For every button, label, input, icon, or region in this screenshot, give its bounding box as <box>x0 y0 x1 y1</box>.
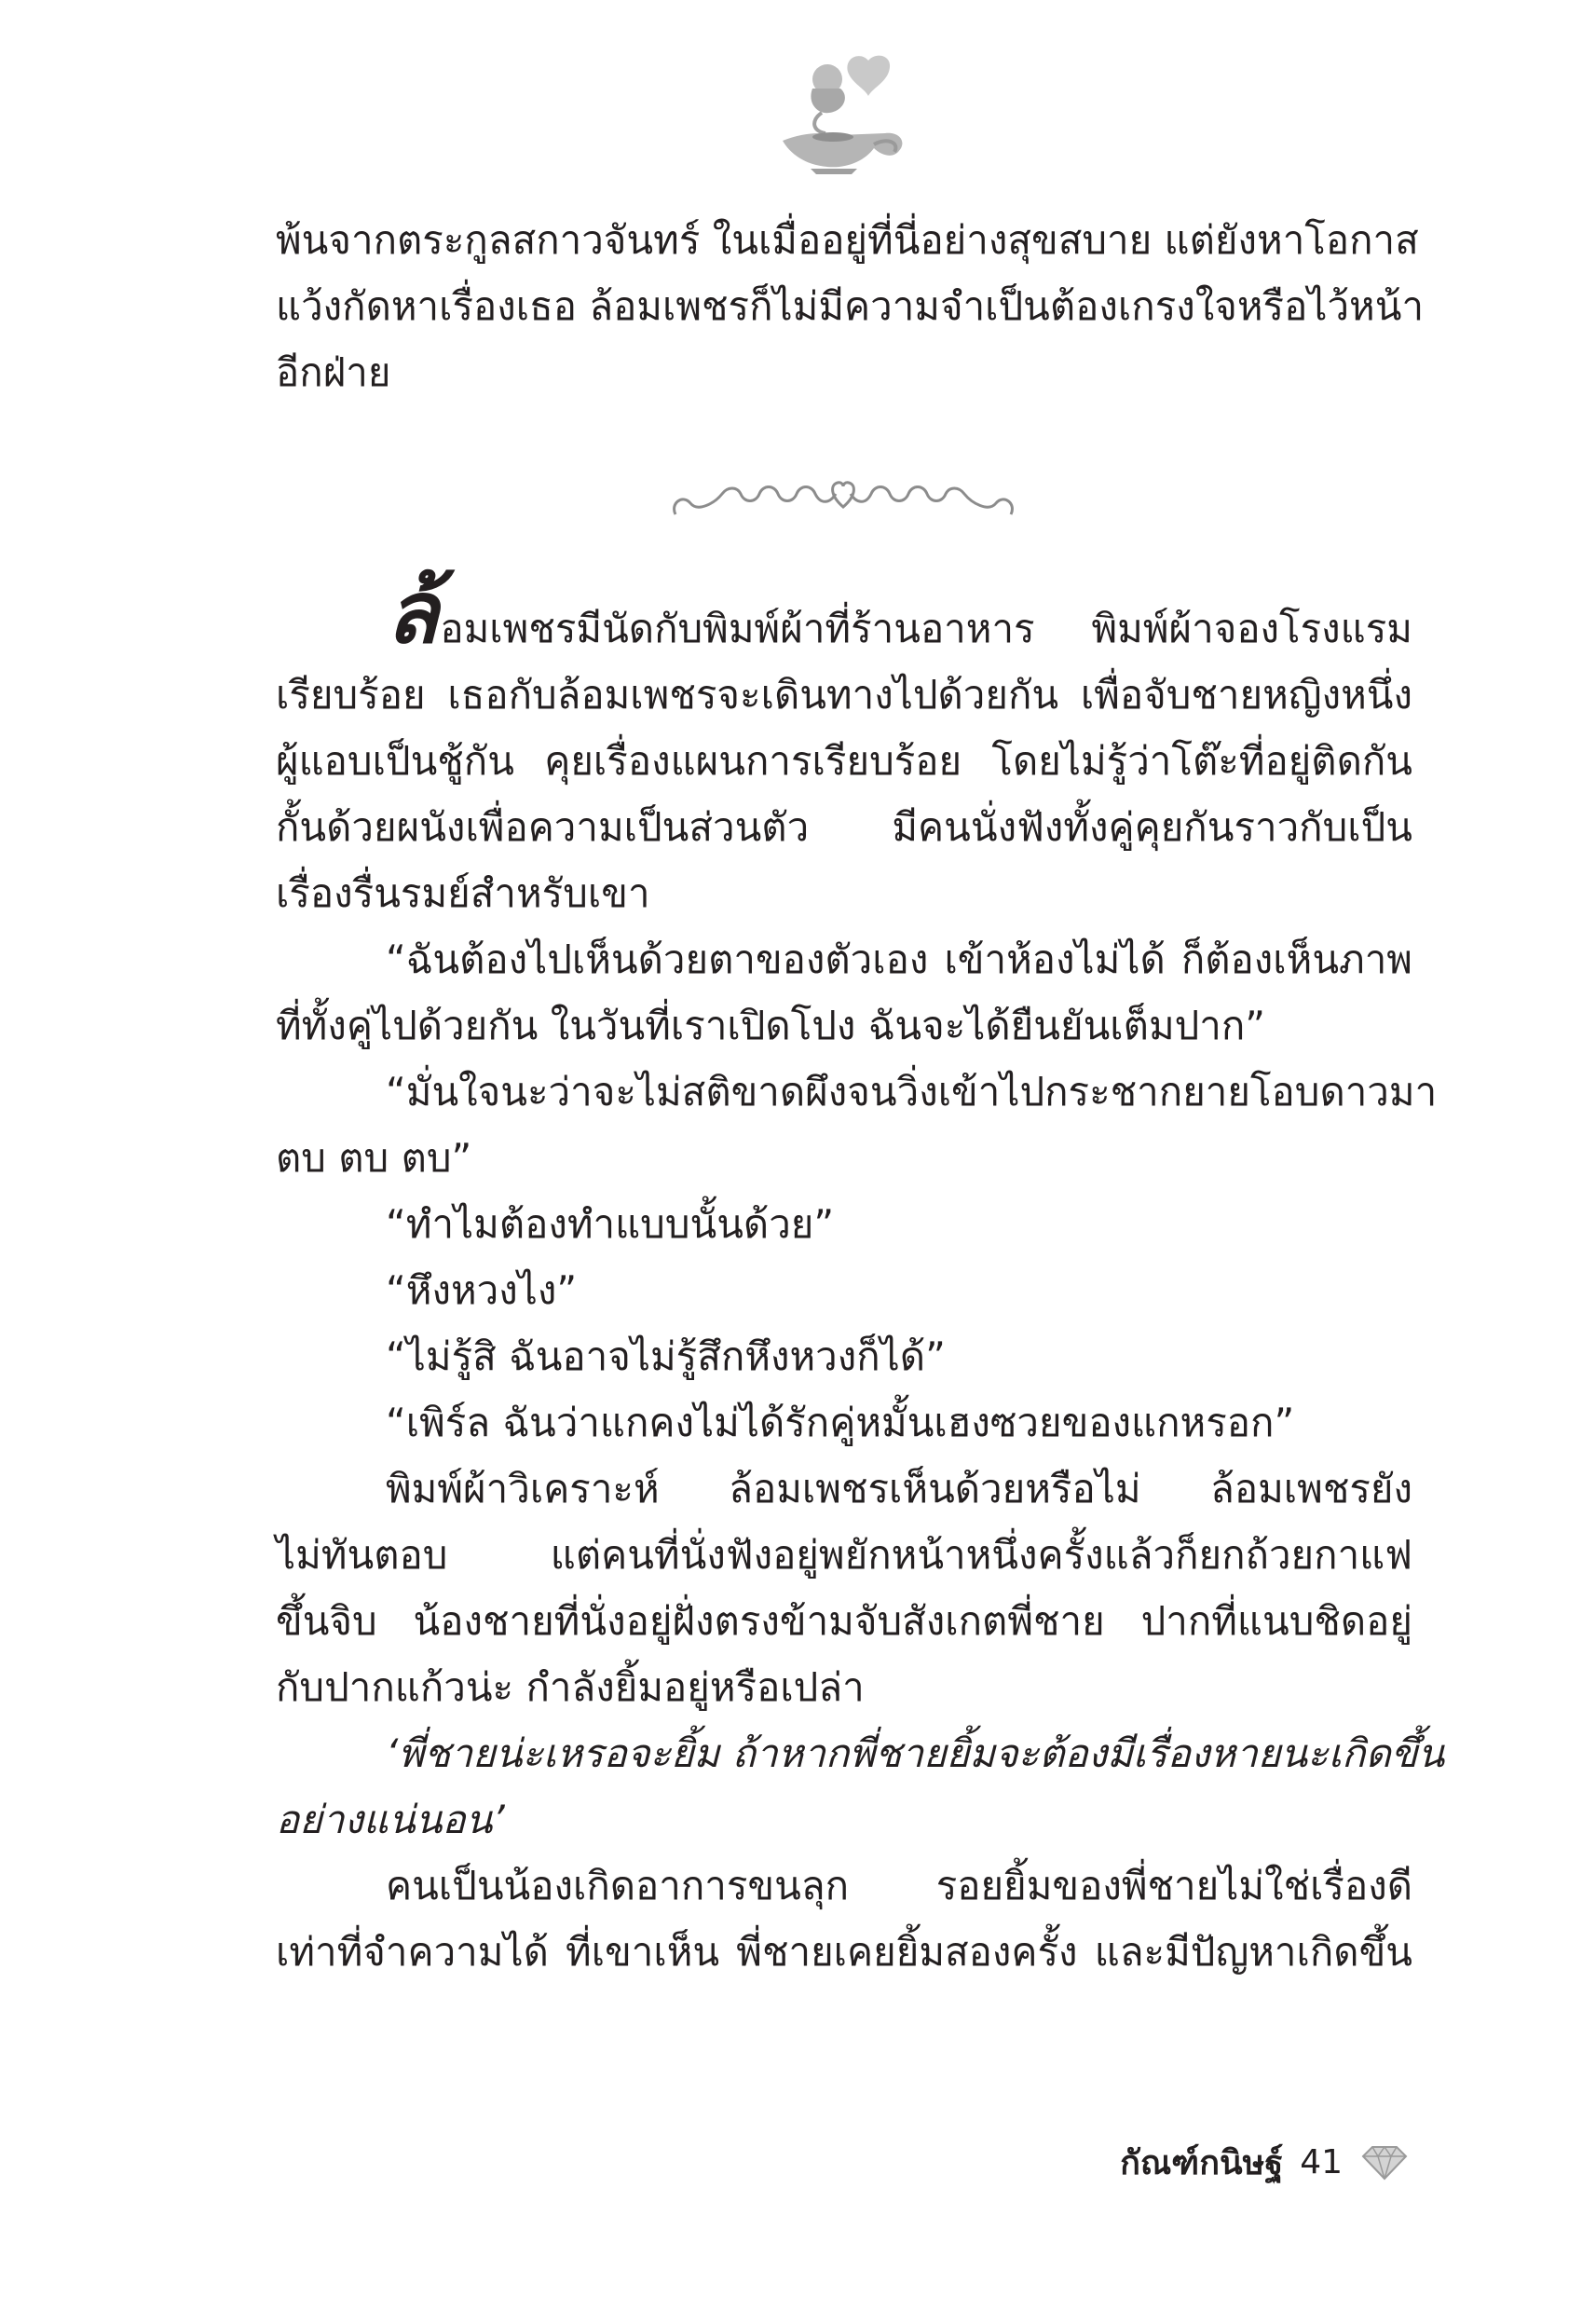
genie-lamp-ornament <box>764 51 913 182</box>
narration-line: ขึ้นจิบ น้องชายที่นั่งอยู่ฝั่งตรงข้ามจับสังเกตพี่ชาย ปากที่แนบชิดอยู่ <box>276 1598 1412 1644</box>
dialogue-line: ตบ ตบ ตบ” <box>276 1135 472 1181</box>
dialogue-line: ที่ทั้งคู่ไปด้วยกัน ในวันที่เราเปิดโปง ฉันจะได้ยืนยันเต็มปาก” <box>276 1003 1266 1048</box>
dialogue-line: “หึงหวงไง” <box>386 1267 578 1313</box>
text-line-with-dropcap <box>276 563 1412 663</box>
thought-line: ‘พี่ชายน่ะเหรอจะยิ้ม ถ้าหากพี่ชายยิ้มจะต้องมีเรื่องหายนะเกิดขึ้น <box>386 1730 1445 1776</box>
text-line: ผู้แอบเป็นชู้กัน คุยเรื่องแผนการเรียบร้อย โดยไม่รู้ว่าโต๊ะที่อยู่ติดกัน <box>276 738 1412 784</box>
narration-line: คนเป็นน้องเกิดอาการขนลุก รอยยิ้มของพี่ชายไม่ใช่เรื่องดี <box>386 1863 1412 1908</box>
text-line: แว้งกัดหาเรื่องเธอ ล้อมเพชรก็ไม่มีความจำเป็นต้องเกรงใจหรือไว้หน้า <box>276 283 1425 329</box>
text-line-rest: อมเพชรมีนัดกับพิมพ์ผ้าที่ร้านอาหาร พิมพ์ผ้าจองโรงแรม <box>440 606 1412 651</box>
paragraph-main <box>276 563 1445 1985</box>
text-line: กั้นด้วยผนังเพื่อความเป็นส่วนตัว มีคนนั่งฟังทั้งคู่คุยกันราวกับเป็น <box>276 804 1412 850</box>
scroll-divider-ornament <box>666 466 1020 531</box>
narration-line: กับปากแก้วน่ะ กำลังยิ้มอยู่หรือเปล่า <box>276 1664 865 1710</box>
narration-line: เท่าที่จำความได้ ที่เขาเห็น พี่ชายเคยยิ้มสองครั้ง และมีปัญหาเกิดขึ้น <box>276 1929 1412 1975</box>
book-title: กัณฑ์กนิษฐ์ <box>1120 2143 1284 2182</box>
dialogue-line: “เพิร์ล ฉันว่าแกคงไม่ได้รักคู่หมั้นเฮงซวยของแกหรอก” <box>386 1400 1295 1445</box>
text-line: เรื่องรื่นรมย์สำหรับเขา <box>276 870 650 916</box>
narration-line: ไม่ทันตอบ แต่คนที่นั่งฟังอยู่พยักหน้าหนึ่งครั้งแล้วก็ยกถ้วยกาแฟ <box>276 1532 1412 1578</box>
text-line: อีกฝ่าย <box>276 349 391 395</box>
dialogue-line: “มั่นใจนะว่าจะไม่สติขาดผึงจนวิ่งเข้าไปกระชากยายโอบดาวมา <box>386 1069 1438 1114</box>
paragraph-continued <box>276 207 1425 405</box>
diamond-icon <box>1359 2143 1410 2181</box>
dialogue-line: “ฉันต้องไปเห็นด้วยตาของตัวเอง เข้าห้องไม่ได้ ก็ต้องเห็นภาพ <box>386 937 1412 982</box>
thought-line: อย่างแน่นอน’ <box>276 1797 505 1842</box>
dialogue-line: “ทำไมต้องทำแบบนั้นด้วย” <box>386 1201 835 1247</box>
text-line: เรียบร้อย เธอกับล้อมเพชรจะเดินทางไปด้วยกัน เพื่อจับชายหญิงหนึ่ง <box>276 672 1412 718</box>
text-line: พ้นจากตระกูลสกาวจันทร์ ในเมื่ออยู่ที่นี่อย่างสุขสบาย แต่ยังหาโอกาส <box>276 217 1419 263</box>
narration-line: พิมพ์ผ้าวิเคราะห์ ล้อมเพชรเห็นด้วยหรือไม่ ล้อมเพชรยัง <box>386 1466 1412 1511</box>
dialogue-line: “ไม่รู้สิ ฉันอาจไม่รู้สึกหึงหวงก็ได้” <box>386 1333 946 1379</box>
page-footer <box>1120 2134 1410 2190</box>
dropcap: ล้ <box>386 563 439 663</box>
page-number: 41 <box>1300 2142 1343 2181</box>
